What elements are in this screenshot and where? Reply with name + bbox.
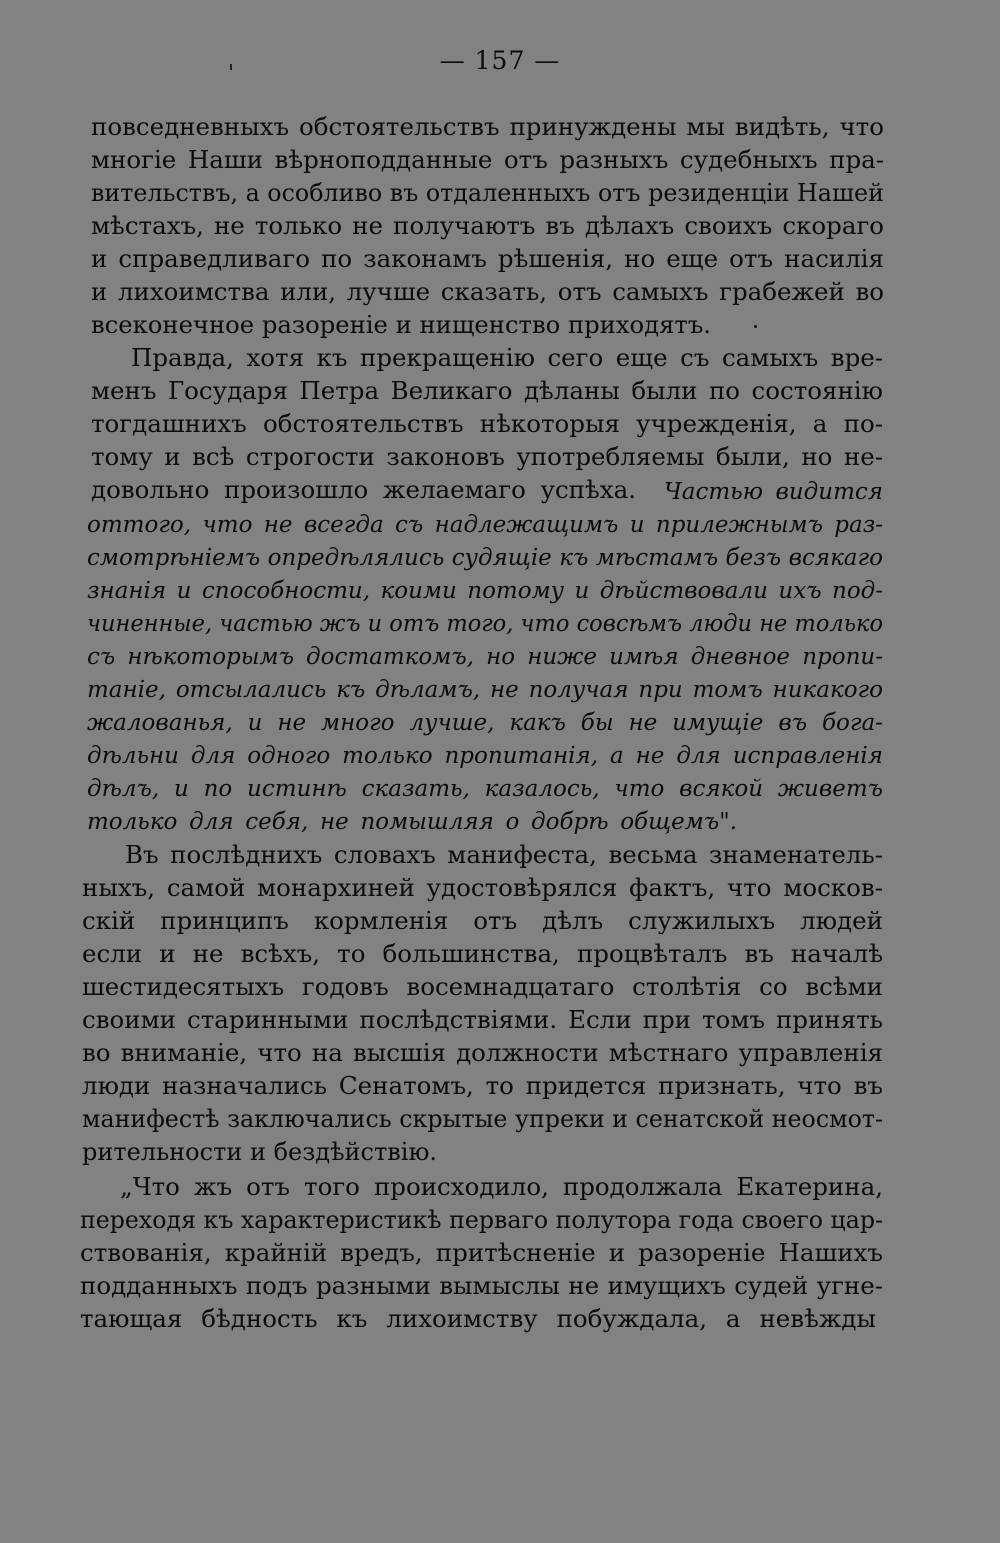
text-line: подданныхъ подъ разными вымыслы не имущихъ судей угне- [80, 1271, 884, 1300]
text-line: люди назначались Сенатомъ, то придется признать, что въ [82, 1071, 883, 1100]
text-line-italic: смотрѣніемъ опредѣлялись судящіе къ мѣстамъ безъ всякаго [87, 545, 883, 571]
text-line: ныхъ, самой монархиней удостовѣрялся фактъ, что москов- [82, 873, 883, 902]
text-line-italic: чиненные, частью жъ и отъ того, что совсѣмъ люди не только [87, 611, 884, 637]
text-line-italic: таніе, отсылались къ дѣламъ, не получая при томъ никакого [87, 677, 884, 703]
text-line: тому и всѣ строгости законовъ употребляемы были, но не- [91, 442, 884, 471]
text-line: „Что жъ отъ того происходило, продолжала Екатерина, [120, 1172, 883, 1201]
text-line: довольно произошло желаемаго успѣха. [91, 475, 636, 504]
text-line: и лихоимства или, лучше сказать, отъ самыхъ грабежей во [91, 277, 885, 306]
text-line: многіе Наши вѣрноподданные отъ разныхъ судебныхъ пра- [91, 145, 885, 174]
text-line-italic: Частью видится [664, 479, 883, 505]
text-line-italic: знанія и способности, коими потому и дѣйствовали ихъ под- [87, 578, 884, 604]
text-line: всеконечное разореніе и нищенство приходятъ. [91, 310, 711, 339]
text-line: Въ послѣднихъ словахъ манифеста, весьма знаменатель- [125, 840, 884, 869]
text-line: своими старинными послѣдствіями. Если при томъ принять [82, 1005, 883, 1034]
text-line-italic: только для себя, не помышляя о добрѣ общемъ". [87, 809, 738, 835]
text-line: скій принципъ кормленія отъ дѣлъ служилыхъ людей [82, 906, 883, 935]
text-line-italic: дѣльни для одного только пропитанія, а не для исправленія [87, 743, 884, 769]
stray-mark [754, 325, 757, 328]
text-line: рительности и бездѣйствію. [82, 1137, 437, 1166]
text-line: Правда, хотя къ прекращенію сего еще съ самыхъ вре- [131, 343, 884, 372]
text-line-italic: дѣлъ, и по истинѣ сказать, казалось, что всякой живетъ [87, 776, 883, 802]
text-line: манифестѣ заключались скрытые упреки и сенатской неосмот- [82, 1104, 884, 1133]
text-line: мѣстахъ, не только не получаютъ въ дѣлахъ своихъ скораго [91, 211, 885, 240]
text-line: если и не всѣхъ, то большинства, процвѣталъ въ началѣ [82, 939, 883, 968]
text-line: шестидесятыхъ годовъ восемнадцатаго столѣтія со всѣми [82, 972, 883, 1001]
text-line: во вниманіе, что на высшія должности мѣстнаго управленія [82, 1038, 884, 1067]
text-line: ствованія, крайній вредъ, притѣсненіе и разореніе Нашихъ [80, 1238, 883, 1267]
text-line-italic: жалованья, и не много лучше, какъ бы не имущіе въ бога- [87, 710, 883, 736]
text-line: тогдашнихъ обстоятельствъ нѣкоторыя учрежденія, а по- [91, 409, 884, 438]
text-line-italic: оттого, что не всегда съ надлежащимъ и прилежнымъ раз- [87, 512, 884, 538]
text-line: тающая бѣдность къ лихоимству побуждала, а невѣжды [80, 1304, 876, 1333]
text-line: менъ Государя Петра Великаго дѣланы были по состоянію [91, 376, 883, 405]
text-line-italic: съ нѣкоторымъ достаткомъ, но ниже имѣя дневное пропи- [87, 644, 883, 670]
page-number: — 157 — [439, 46, 561, 75]
text-line: и справедливаго по законамъ рѣшенія, но еще отъ насилія [91, 244, 884, 273]
text-line: повседневныхъ обстоятельствъ принуждены мы видѣть, что [91, 112, 884, 141]
text-line: вительствъ, а особливо въ отдаленныхъ отъ резиденціи Нашей [91, 178, 884, 207]
text-line: переходя къ характеристикѣ перваго полутора года своего цар- [80, 1205, 883, 1234]
